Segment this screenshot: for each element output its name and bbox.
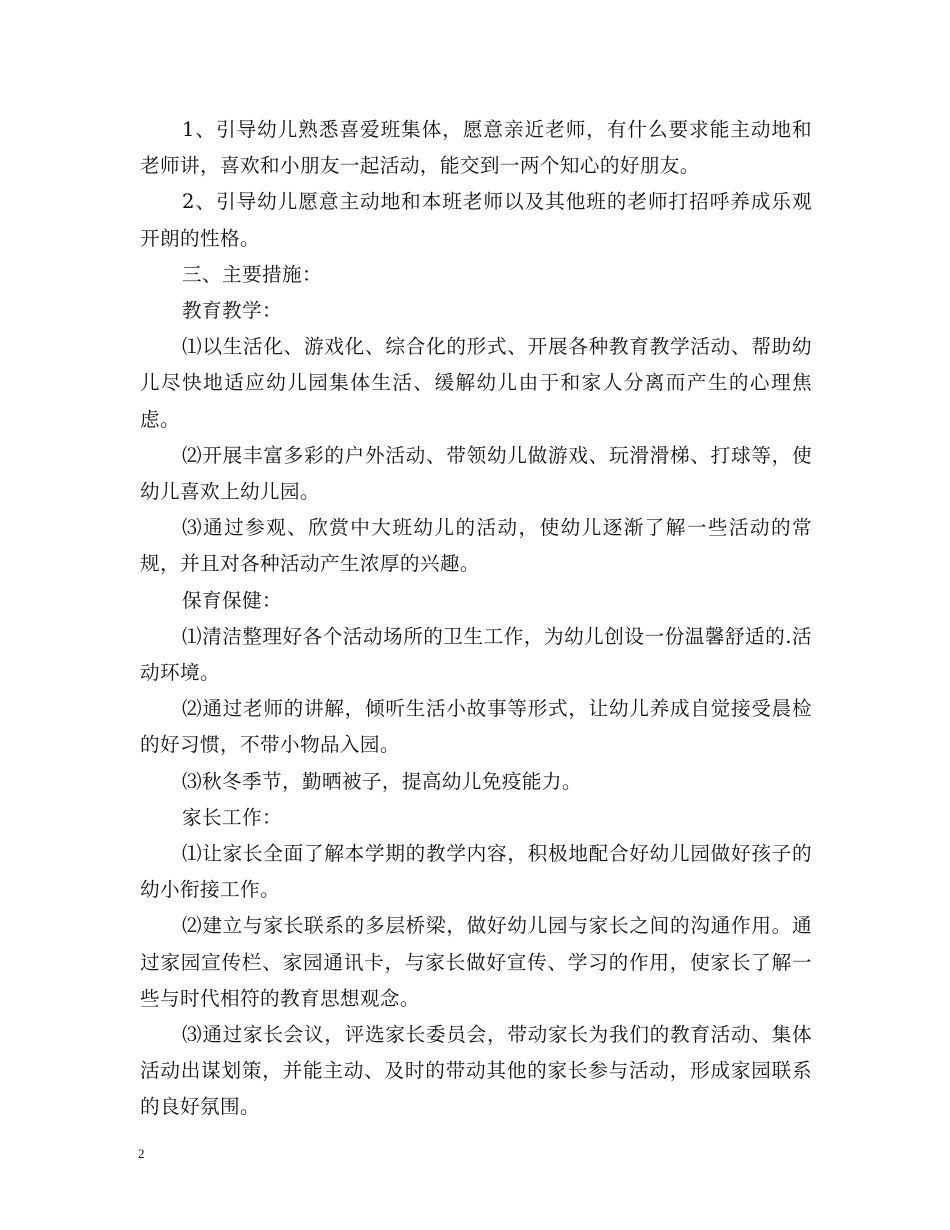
subheading-education-teaching: 教育教学： (182, 299, 282, 323)
paragraph-goal-1: 1、引导幼儿熟悉喜爱班集体，愿意亲近老师，有什么要求能主动地和老师讲，喜欢和小朋友一起活动，能交到一两个知心的好朋友。 (140, 118, 812, 178)
paragraph-goal-2: 2、引导幼儿愿意主动地和本班老师以及其他班的老师打招呼养成乐观开朗的性格。 (140, 190, 812, 250)
paragraph-health-1: ⑴清洁整理好各个活动场所的卫生工作，为幼儿创设一份温馨舒适的.活动环境。 (140, 624, 812, 685)
subheading-parent-work: 家长工作： (182, 805, 282, 829)
document-body (140, 112, 812, 1126)
section-heading-main-measures: 三、主要措施： (182, 262, 322, 286)
paragraph-education-2: ⑵开展丰富多彩的户外活动、带领幼儿做游戏、玩滑滑梯、打球等，使幼儿喜欢上幼儿园。 (140, 443, 812, 504)
paragraph-education-1: ⑴以生活化、游戏化、综合化的形式、开展各种教育教学活动、帮助幼儿尽快地适应幼儿园集体生活、缓解幼儿由于和家人分离而产生的心理焦虑。 (140, 335, 812, 431)
subheading-health-care: 保育保健： (182, 588, 282, 612)
paragraph-health-3: ⑶秋冬季节，勤晒被子，提高幼儿免疫能力。 (182, 769, 582, 793)
page-number: 2 (138, 1146, 145, 1161)
paragraph-education-3: ⑶通过参观、欣赏中大班幼儿的活动，使幼儿逐渐了解一些活动的常规，并且对各种活动产生浓厚的兴趣。 (140, 516, 812, 576)
paragraph-parent-1: ⑴让家长全面了解本学期的教学内容，积极地配合好幼儿园做好孩子的幼小衔接工作。 (140, 842, 812, 902)
paragraph-parent-2: ⑵建立与家长联系的多层桥梁，做好幼儿园与家长之间的沟通作用。通过家园宣传栏、家园通讯卡，与家长做好宣传、学习的作用，使家长了解一些与时代相符的教育思想观念。 (140, 914, 812, 1010)
paragraph-parent-3: ⑶通过家长会议，评选家长委员会，带动家长为我们的教育活动、集体活动出谋划策，并能主动、及时的带动其他的家长参与活动，形成家园联系的良好氛围。 (140, 1023, 812, 1119)
paragraph-health-2: ⑵通过老师的讲解，倾听生活小故事等形式，让幼儿养成自觉接受晨检的好习惯，不带小物品入园。 (140, 697, 812, 757)
